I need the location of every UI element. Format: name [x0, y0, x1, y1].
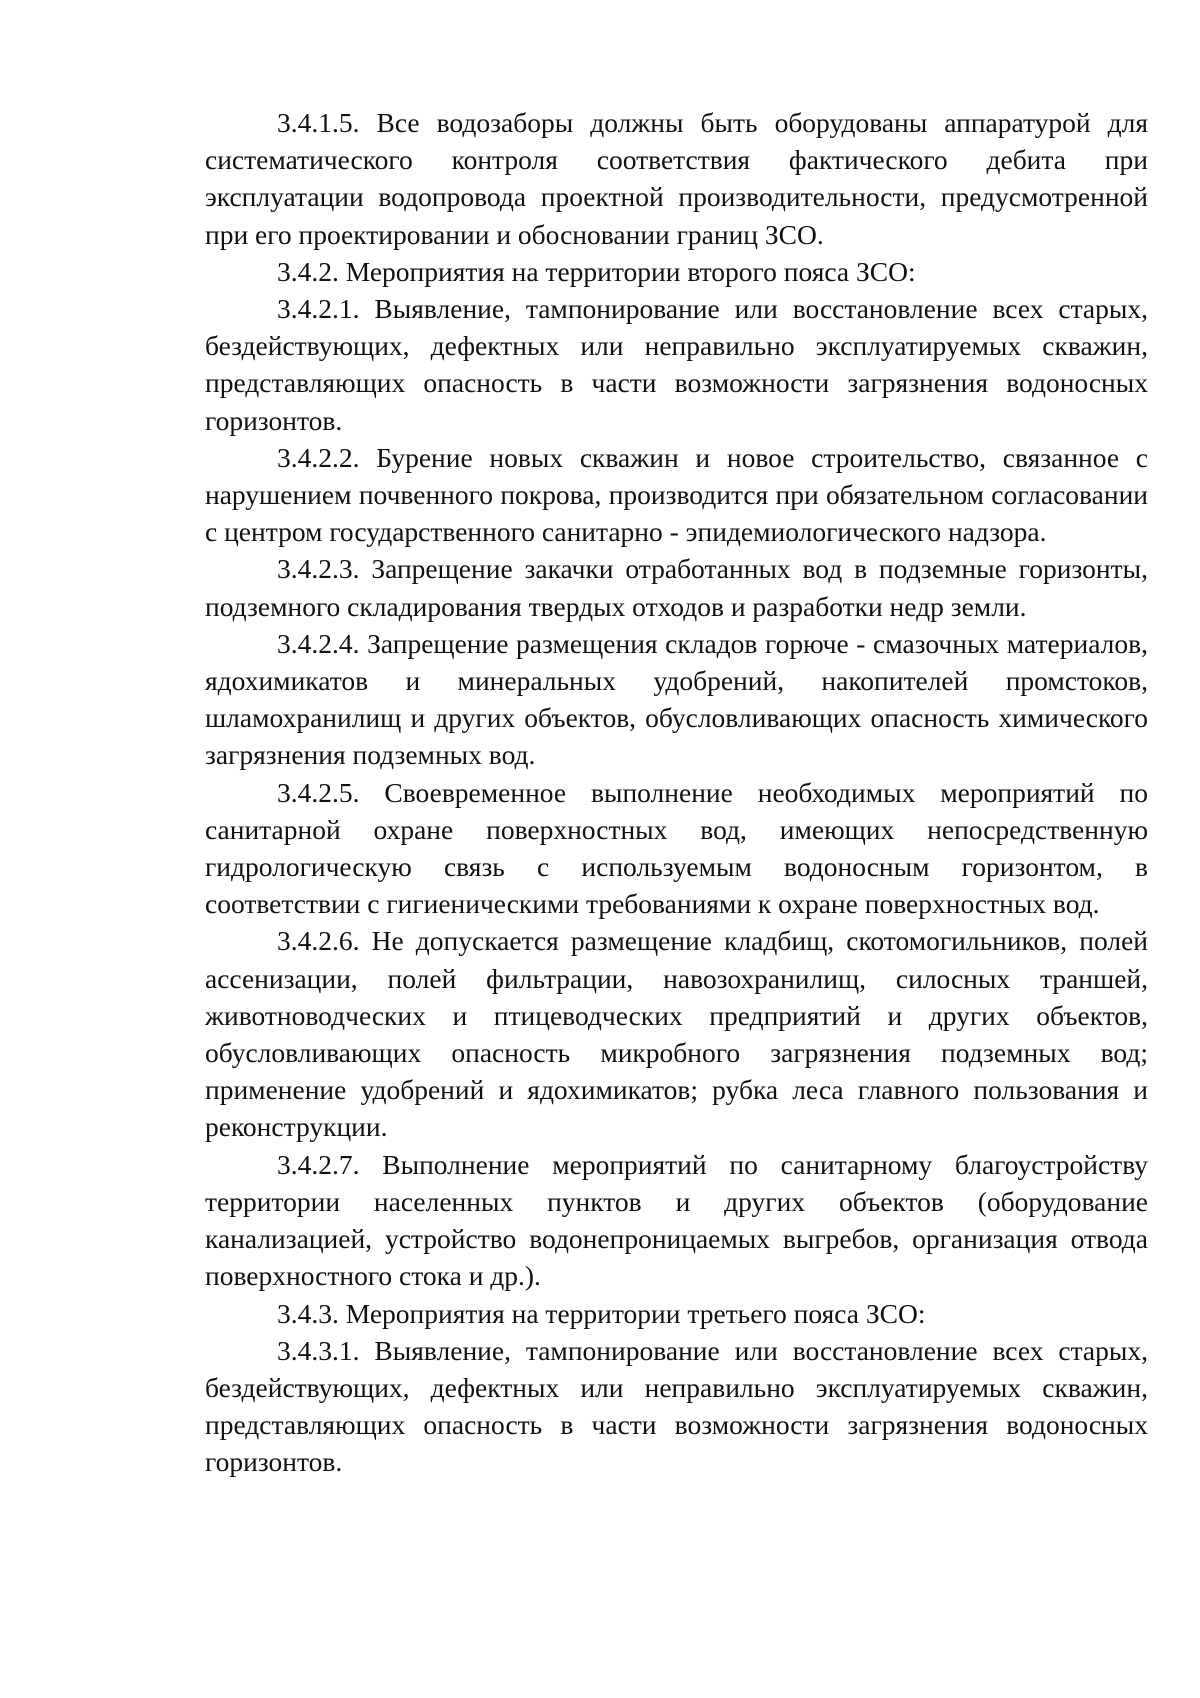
paragraph-3-4-2-3: 3.4.2.3. Запрещение закачки отработанных вод в подземные горизонты, подземного складирования твердых отходов и разработки недр земли.: [205, 553, 1148, 622]
paragraph-3-4-2-2: 3.4.2.2. Бурение новых скважин и новое строительство, связанное с нарушением почвенного покрова, производится при обязательном согласовании с центром государственного санитарно - эпидемиологического надзора.: [205, 441, 1148, 548]
paragraph-3-4-2-4: 3.4.2.4. Запрещение размещения складов горюче - смазочных материалов, ядохимикатов и минеральных удобрений, накопителей промстоков, шламохранилищ и других объектов, обусловливающих опасность химического загрязнения подземных вод.: [205, 627, 1148, 771]
heading-3-4-3: 3.4.3. Мероприятия на территории третьего пояса ЗСО:: [277, 1297, 926, 1329]
paragraph-3-4-2-7: 3.4.2.7. Выполнение мероприятий по санитарному благоустройству территории населенных пунктов и других объектов (оборудование канализацией, устройство водонепроницаемых выгребов, организация отвода поверхностного стока и др.).: [205, 1148, 1148, 1292]
heading-3-4-2: 3.4.2. Мероприятия на территории второго пояса ЗСО:: [277, 255, 916, 287]
paragraph-3-4-3-1: 3.4.3.1. Выявление, тампонирование или восстановление всех старых, бездействующих, дефектных или неправильно эксплуатируемых скважин, представляющих опасность в части возможности загрязнения водоносных горизонтов.: [205, 1334, 1148, 1478]
paragraph-3-4-2-6: 3.4.2.6. Не допускается размещение кладбищ, скотомогильников, полей ассенизации, полей фильтрации, навозохранилищ, силосных траншей, животноводческих и птицеводческих предприятий и других объектов, обусловливающих опасность микробного загрязнения подземных вод; применение удобрений и ядохимикатов; рубка леса главного пользования и реконструкции.: [205, 925, 1148, 1143]
paragraph-3-4-1-5: 3.4.1.5. Все водозаборы должны быть оборудованы аппаратурой для систематического контроля соответствия фактического дебита при эксплуатации водопровода проектной производительности, предусмотренной при его проектировании и обосновании границ ЗСО.: [205, 107, 1148, 250]
document-body: [205, 104, 1148, 1481]
paragraph-3-4-2-5: 3.4.2.5. Своевременное выполнение необходимых мероприятий по санитарной охране поверхностных вод, имеющих непосредственную гидрологическую связь с используемым водоносным горизонтом, в соответствии с гигиеническими требованиями к охране поверхностных вод.: [205, 776, 1148, 920]
paragraph-3-4-2-1: 3.4.2.1. Выявление, тампонирование или восстановление всех старых, бездействующих, дефектных или неправильно эксплуатируемых скважин, представляющих опасность в части возможности загрязнения водоносных горизонтов.: [205, 293, 1148, 436]
